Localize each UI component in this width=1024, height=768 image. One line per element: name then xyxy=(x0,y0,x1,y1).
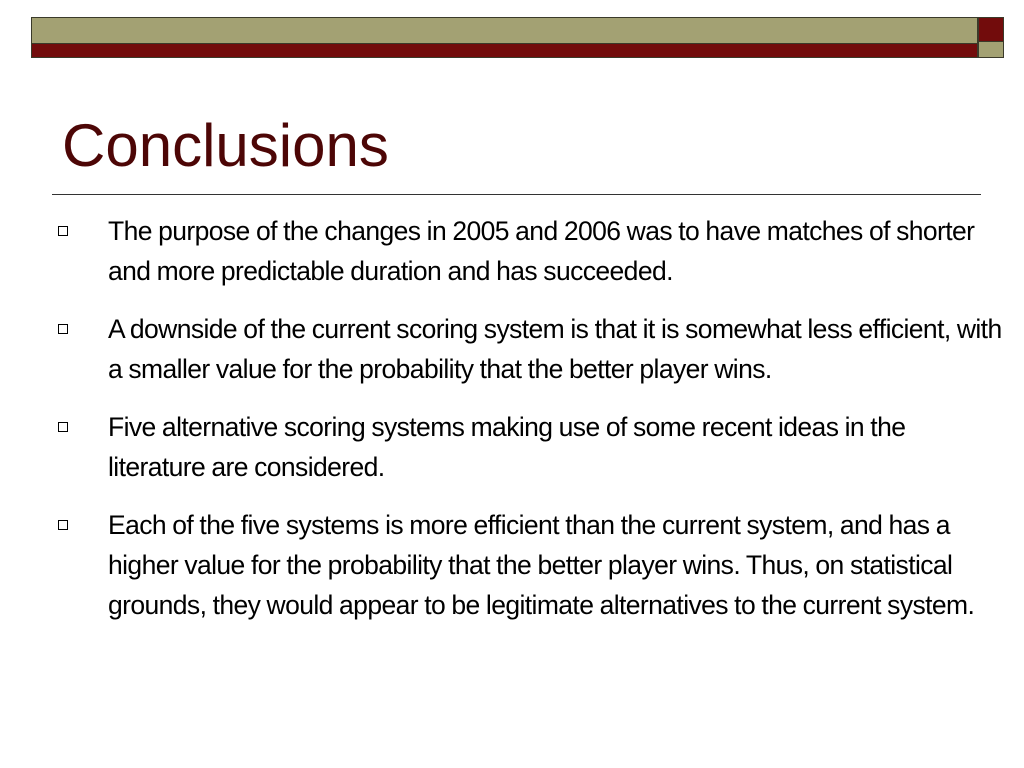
header-decoration-bar xyxy=(31,17,978,58)
bullet-text: The purpose of the changes in 2005 and 2006 was to have matches of shorter and more predictable duration and has succeeded. xyxy=(108,216,975,286)
header-corner-square-olive xyxy=(978,42,1004,58)
hollow-square-icon xyxy=(58,324,68,334)
title-divider xyxy=(52,194,981,195)
bullet-item xyxy=(56,407,1006,487)
bullet-item xyxy=(56,211,1006,291)
header-maroon-stripe xyxy=(32,44,977,57)
bullet-list xyxy=(56,211,1006,643)
bullet-text: Each of the five systems is more efficient than the current system, and has a higher value for the probability that the better player wins. Thus, on statistical grounds, they would appear to be legitimate alternatives to the current system. xyxy=(108,510,975,620)
hollow-square-icon xyxy=(58,422,68,432)
bullet-text: A downside of the current scoring system is that it is somewhat less efficient, with a smaller value for the probability that the better player wins. xyxy=(108,314,1002,384)
bullet-item xyxy=(56,309,1006,389)
bullet-text: Five alternative scoring systems making use of some recent ideas in the literature are considered. xyxy=(108,412,906,482)
bullet-item xyxy=(56,505,1006,625)
hollow-square-icon xyxy=(58,520,68,530)
hollow-square-icon xyxy=(58,226,68,236)
header-olive-stripe xyxy=(32,18,977,44)
slide-title: Conclusions xyxy=(62,112,389,179)
header-corner-square-maroon xyxy=(978,17,1004,42)
